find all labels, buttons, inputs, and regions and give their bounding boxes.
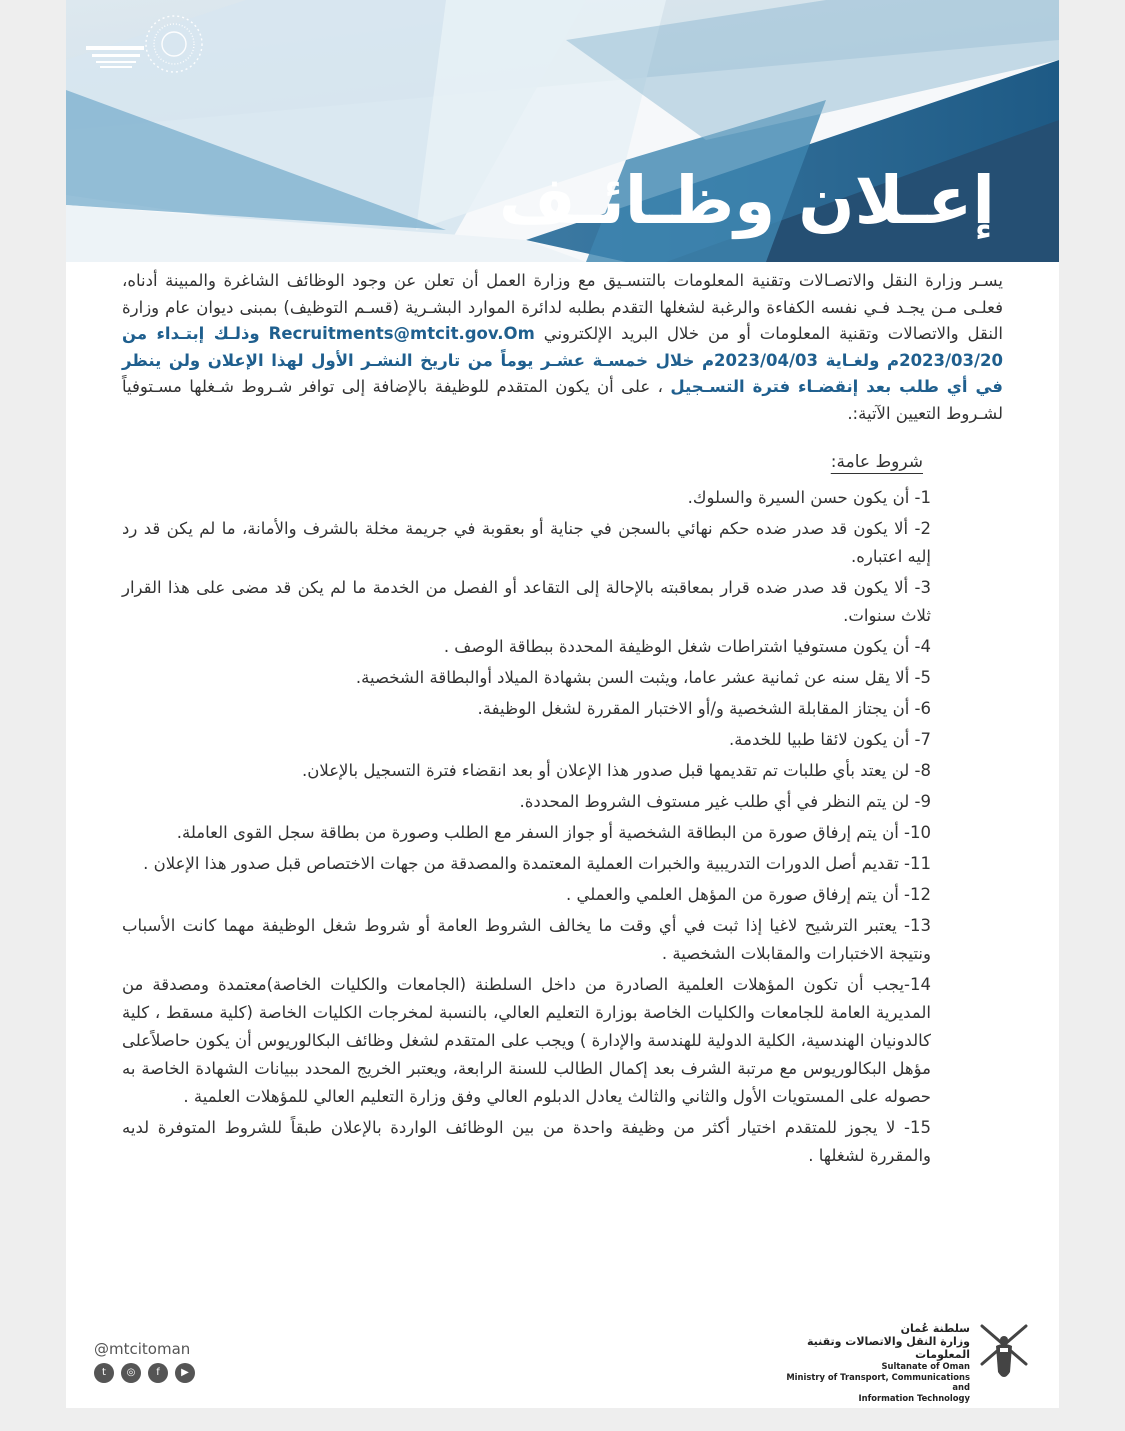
registration-dates: وذلـك إبتـداء من 2023/03/20م ولغـاية 2023/04/03م خلال خمسـة عشـر يوماً من تاريخ النشـر الأول لهذا الإعلان ولن ينظر في أي طلب بعد إنقضـاء فترة التسـجيل bbox=[122, 324, 1003, 396]
announcement-page bbox=[66, 0, 1059, 1408]
instagram-icon[interactable]: ◎ bbox=[121, 1363, 141, 1383]
page-title: إعـلان وظـائـف bbox=[498, 162, 995, 239]
ministry-logo bbox=[66, 0, 206, 88]
recruitment-email: Recruitments@mtcit.gov.Om bbox=[268, 324, 535, 343]
condition-item: 9- لن يتم النظر في أي طلب غير مستوف الشروط المحددة. bbox=[519, 791, 931, 811]
condition-item: 8- لن يعتد بأي طلبات تم تقديمها قبل صدور هذا الإعلان أو بعد انقضاء فترة التسجيل بالإعلان. bbox=[302, 760, 931, 780]
condition-item: 3- ألا يكون قد صدر ضده قرار بمعاقبته بالإحالة إلى التقاعد أو الفصل من الخدمة ما لم يكن قد مضى على هذا القرار ثلاث سنوات. bbox=[122, 577, 931, 625]
ministry-en-1: Ministry of Transport, Communications and bbox=[786, 1371, 970, 1392]
condition-item: 15- لا يجوز للمتقدم اختيار أكثر من وظيفة واحدة من بين الوظائف الواردة بالإعلان طبقاً للشروط المتوفرة لديه والمقررة لشغلها . bbox=[122, 1117, 931, 1165]
document-body bbox=[122, 268, 1003, 1173]
social-icons bbox=[94, 1363, 195, 1383]
condition-item: 4- أن يكون مستوفيا اشتراطات شغل الوظيفة المحددة ببطاقة الوصف . bbox=[443, 636, 931, 656]
oman-emblem-icon bbox=[974, 1320, 1034, 1386]
ministry-ar: وزارة النقل والاتصالات وتقنية المعلومات bbox=[806, 1335, 970, 1361]
condition-item: 1- أن يكون حسن السيرة والسلوك. bbox=[687, 487, 931, 507]
condition-item: 7- أن يكون لائقا طبيا للخدمة. bbox=[729, 729, 931, 749]
youtube-icon[interactable]: ▶ bbox=[175, 1363, 195, 1383]
ministry-en-2: Information Technology bbox=[858, 1392, 970, 1403]
header-banner bbox=[66, 0, 1059, 262]
intro-paragraph bbox=[122, 268, 1003, 427]
social-handle[interactable]: @mtcitoman bbox=[94, 1340, 191, 1358]
sultanate-en: Sultanate of Oman bbox=[881, 1361, 970, 1371]
sultanate-block bbox=[776, 1322, 970, 1403]
facebook-icon[interactable]: f bbox=[148, 1363, 168, 1383]
intro-text-1: يسـر وزارة النقل والاتصـالات وتقنية المعلومات بالتنسـيق مع وزارة العمل أن تعلن عن وجود الوظائف الشاغرة والمبينة أدناه، فعلـى مـن يجـد فـي نفسه الكفاءة والرغبة لشغلها التقدم بطلبه لدائرة الموارد البشـرية (قسـم التوظيف) بمبنى ديوان عام وزارة النقل والاتصالات وتقنية المعلومات أو من خلال البريد الإلكتروني bbox=[122, 271, 1003, 343]
twitter-icon[interactable]: t bbox=[94, 1363, 114, 1383]
sultanate-ar: سلطنة عُمان bbox=[900, 1322, 970, 1335]
intro-text-2: ، على أن يكون المتقدم للوظيفة بالإضافة إلى توافر شـروط شـغلها مسـتوفياً لشـروط التعيين الآتية:. bbox=[122, 377, 1003, 423]
condition-item: 12- أن يتم إرفاق صورة من المؤهل العلمي والعملي . bbox=[566, 884, 931, 904]
condition-item: 11- تقديم أصل الدورات التدريبية والخبرات العملية المعتمدة والمصدقة من جهات الاختصاص قبل صدور هذا الإعلان . bbox=[143, 853, 931, 873]
footer bbox=[66, 1300, 1059, 1403]
condition-item: 6- أن يجتاز المقابلة الشخصية و/أو الاختبار المقررة لشغل الوظيفة. bbox=[477, 698, 931, 718]
conditions-heading: شروط عامة: bbox=[830, 452, 923, 472]
condition-item: 10- أن يتم إرفاق صورة من البطاقة الشخصية أو جواز السفر مع الطلب وصورة من بطاقة سجل القوى العاملة. bbox=[176, 822, 931, 842]
condition-item: 14-يجب أن تكون المؤهلات العلمية الصادرة من داخل السلطنة (الجامعات والكليات الخاصة)معتمدة ومصدقة من المديرية العامة للجامعات والكليات الخاصة بوزارة التعليم العالي، بالنسبة لمخرجات الكليات الخاصة (كلية مسقط ، كلية كالدونيان الهندسية، الكلية الدولية للهندسة والإدارة ) ويجب على المتقدم لشغل وظائف البكالوريوس أن يكون حاصلاًعلى مؤهل البكالوريوس مع مرتبة الشرف بعد إكمال الطالب للسنة الرابعة، ويعتبر الخريج المحدد ببيانات الشهادة الخاصة به حصوله على المستويات الأول والثاني والثالث يعادل الدبلوم العالي وفق وزارة التعليم العالي للمؤهلات العلمية . bbox=[122, 974, 931, 1106]
condition-item: 5- ألا يقل سنه عن ثمانية عشر عاما، ويثبت السن بشهادة الميلاد أوالبطاقة الشخصية. bbox=[355, 667, 931, 687]
condition-item: 13- يعتبر الترشيح لاغيا إذا ثبت في أي وقت ما يخالف الشروط العامة أو شروط شغل الوظيفة مهما كانت الأسباب ونتيجة الاختبارات والمقابلات الشخصية . bbox=[122, 915, 931, 963]
condition-item: 2- ألا يكون قد صدر ضده حكم نهائي بالسجن في جناية أو بعقوبة في جريمة مخلة بالشرف والأمانة، ما لم يكن قد رد إليه اعتباره. bbox=[122, 518, 931, 566]
conditions-list bbox=[122, 484, 1003, 1170]
